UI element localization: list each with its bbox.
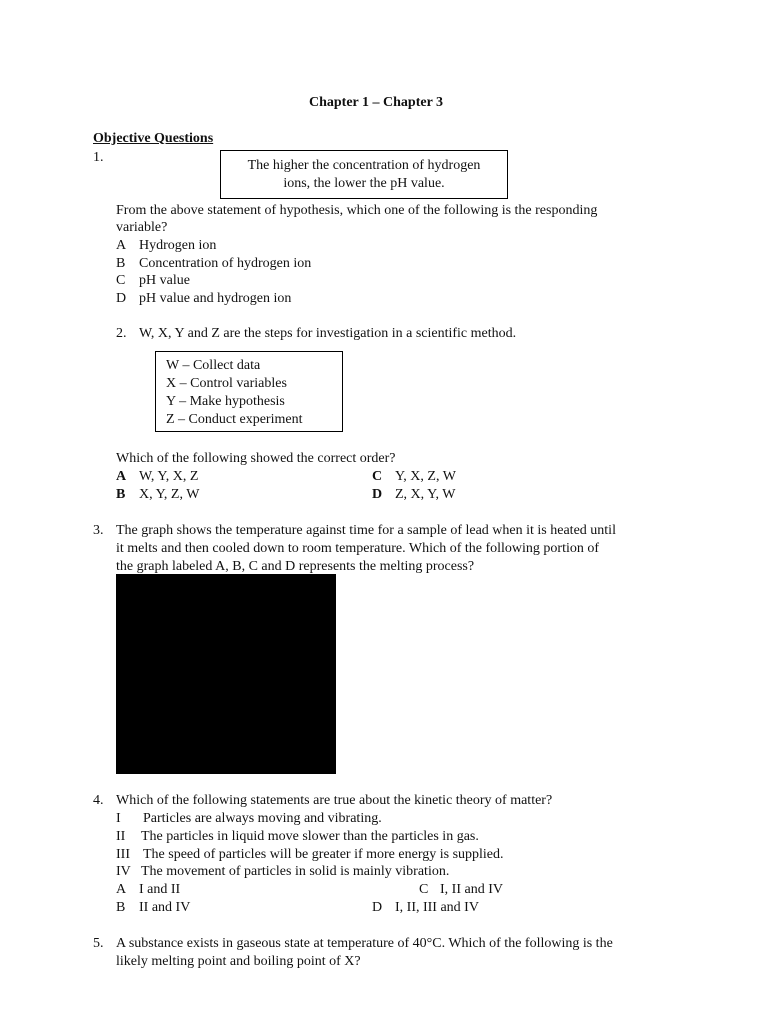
- section-heading: Objective Questions: [93, 131, 214, 146]
- hypothesis-line: The higher the concentration of hydrogen: [247, 158, 481, 173]
- question-number: 4.: [93, 793, 104, 808]
- step-item: W – Collect data: [166, 358, 261, 373]
- hypothesis-line: ions, the lower the pH value.: [283, 176, 445, 191]
- question-number: 5.: [93, 936, 104, 951]
- question-number: 2.: [116, 326, 127, 341]
- question-text: The graph shows the temperature against time for a sample of lead when it is heated until: [116, 523, 616, 538]
- statement-numeral: III: [116, 847, 130, 862]
- option-text: pH value and hydrogen ion: [139, 291, 292, 306]
- step-item: Z – Conduct experiment: [166, 412, 303, 427]
- statement-numeral: I: [116, 811, 121, 826]
- hypothesis-box: [220, 150, 508, 199]
- option-text: X, Y, Z, W: [139, 487, 200, 502]
- statement-text: The speed of particles will be greater if more energy is supplied.: [143, 847, 504, 862]
- option-letter: A: [116, 469, 127, 484]
- statement-numeral: II: [116, 829, 126, 844]
- step-item: Y – Make hypothesis: [166, 394, 285, 409]
- option-letter: C: [116, 273, 126, 288]
- option-text: W, Y, X, Z: [139, 469, 199, 484]
- option-letter: B: [116, 256, 126, 271]
- question-number: 3.: [93, 523, 104, 538]
- option-letter: A: [116, 238, 127, 253]
- step-item: X – Control variables: [166, 376, 287, 391]
- option-letter: D: [372, 900, 383, 915]
- statement-numeral: IV: [116, 864, 131, 879]
- question-text: A substance exists in gaseous state at temperature of 40°C. Which of the following is the: [116, 936, 613, 951]
- question-text: likely melting point and boiling point of X?: [116, 954, 361, 969]
- option-letter: D: [116, 291, 127, 306]
- option-text: Z, X, Y, W: [395, 487, 456, 502]
- option-text: Y, X, Z, W: [395, 469, 456, 484]
- question-text: it melts and then cooled down to room temperature. Which of the following portion of: [116, 541, 600, 556]
- option-letter: C: [372, 469, 383, 484]
- option-text: pH value: [139, 273, 190, 288]
- option-text: II and IV: [139, 900, 191, 915]
- question-text: Which of the following statements are true about the kinetic theory of matter?: [116, 793, 553, 808]
- question-text: Which of the following showed the correct order?: [116, 451, 396, 466]
- steps-box: [155, 351, 343, 432]
- option-letter: D: [372, 487, 383, 502]
- graph-image: [116, 574, 336, 774]
- question-number: 1.: [93, 150, 104, 165]
- page-title: Chapter 1 – Chapter 3: [309, 95, 444, 110]
- option-text: I, II and IV: [440, 882, 503, 897]
- option-text: Concentration of hydrogen ion: [139, 256, 312, 271]
- option-text: Hydrogen ion: [139, 238, 217, 253]
- option-letter: B: [116, 487, 126, 502]
- question-text: variable?: [116, 220, 168, 235]
- statement-text: Particles are always moving and vibrating.: [143, 811, 382, 826]
- option-text: I and II: [139, 882, 181, 897]
- option-letter: B: [116, 900, 126, 915]
- option-letter: A: [116, 882, 127, 897]
- question-text: From the above statement of hypothesis, which one of the following is the responding: [116, 203, 598, 218]
- question-text: the graph labeled A, B, C and D represents the melting process?: [116, 559, 475, 574]
- statement-text: The movement of particles in solid is mainly vibration.: [141, 864, 450, 879]
- statement-text: The particles in liquid move slower than the particles in gas.: [141, 829, 479, 844]
- option-text: I, II, III and IV: [395, 900, 479, 915]
- question-text: W, X, Y and Z are the steps for investigation in a scientific method.: [139, 326, 517, 341]
- option-letter: C: [419, 882, 429, 897]
